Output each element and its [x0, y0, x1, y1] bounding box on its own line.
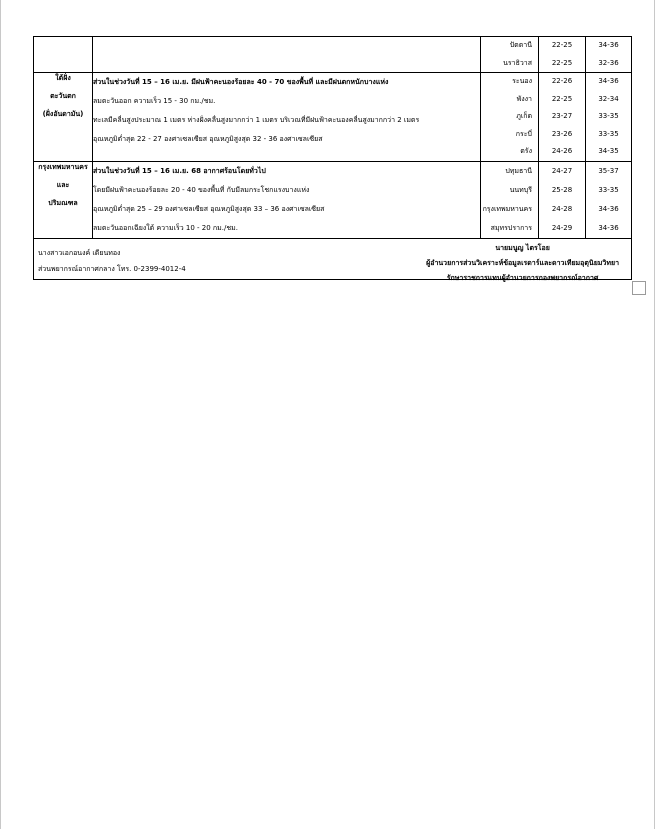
province-name: ตรัง — [520, 147, 532, 155]
table-row-bangkok — [34, 161, 632, 238]
signature-row — [34, 238, 632, 279]
min-temp: 24-28 — [551, 204, 573, 213]
max-temp: 32-34 — [598, 94, 619, 103]
description-cell — [93, 161, 481, 238]
description-line: โดยมีฝนฟ้าคะนองร้อยละ 20 - 40 ของพื้นที่ กับมีลมกระโชกแรงบางแห่ง — [93, 185, 310, 194]
min-temp: 24-29 — [551, 223, 573, 232]
director-block — [426, 241, 619, 286]
signature-cell — [34, 238, 632, 282]
max-temp: 33-35 — [598, 129, 619, 138]
min-temp: 22-25 — [551, 58, 573, 67]
region-name-line: และ — [56, 180, 70, 189]
province-cell — [481, 37, 539, 73]
min-temp: 25-28 — [551, 185, 573, 194]
description-cell — [93, 73, 481, 162]
description-line: อุณหภูมิต่ำสุด 25 – 29 องศาเซลเซียส อุณหภูมิสูงสุด 33 – 36 องศาเซลเซียส — [93, 204, 325, 213]
min-temp-cell — [539, 161, 586, 238]
province-name: ปทุมธานี — [505, 166, 532, 175]
description-line: ส่วนในช่วงวันที่ 15 – 16 เม.ย. 68 อากาศร้อนโดยทั่วไป — [93, 166, 266, 175]
max-temp: 33-35 — [598, 185, 619, 194]
max-temp: 34-35 — [598, 147, 619, 155]
province-name: นราธิวาส — [503, 58, 532, 67]
description-cell-empty — [93, 37, 481, 73]
region-cell — [34, 161, 93, 238]
province-cell — [481, 161, 539, 238]
max-temp: 34-36 — [598, 41, 619, 49]
region-cell-empty — [34, 37, 93, 73]
province-name: ระนอง — [512, 77, 532, 85]
region-cell — [34, 73, 93, 162]
max-temp: 34-36 — [598, 204, 619, 213]
forecaster-department: ส่วนพยากรณ์อากาศกลาง โทร. 0-2399-4012-4 — [38, 264, 186, 273]
max-temp-cell — [586, 161, 632, 238]
min-temp: 22-25 — [551, 41, 573, 49]
page-break-marker — [632, 281, 646, 295]
forecast-table — [33, 36, 632, 280]
description-line: ส่วนในช่วงวันที่ 15 – 16 เม.ย. มีฝนฟ้าคะนองร้อยละ 40 - 70 ของพื้นที่ และมีฝนตกหนักบางแห่ง — [93, 78, 389, 86]
min-temp-cell — [539, 37, 586, 73]
max-temp: 34-36 — [598, 77, 619, 85]
description-line: ลมตะวันออกเฉียงใต้ ความเร็ว 10 - 20 กม./ชม. — [93, 223, 238, 232]
forecaster-block — [38, 245, 186, 277]
director-name: นายมนูญ ไตรโอย — [495, 243, 550, 252]
min-temp: 22-26 — [551, 77, 573, 85]
max-temp: 34-36 — [598, 223, 619, 232]
min-temp: 22-25 — [551, 94, 573, 103]
min-temp: 23-27 — [551, 112, 573, 120]
description-line: อุณหภูมิต่ำสุด 22 - 27 องศาเซลเซียส อุณหภูมิสูงสุด 32 - 36 องศาเซลเซียส — [93, 135, 323, 143]
max-temp-cell — [586, 73, 632, 162]
max-temp-cell — [586, 37, 632, 73]
director-title: ผู้อำนวยการส่วนวิเคราะห์ข้อมูลเรดาร์และดาวเทียมอุตุนิยมวิทยา — [426, 258, 619, 267]
min-temp: 24-26 — [551, 147, 573, 155]
min-temp: 24-27 — [551, 166, 573, 175]
table-row-south-east-continued — [34, 37, 632, 73]
province-name: นนทบุรี — [509, 185, 532, 194]
max-temp: 35-37 — [598, 166, 619, 175]
min-temp: 23-26 — [551, 129, 573, 138]
page-left-edge — [0, 0, 1, 829]
region-name-line: ใต้ฝั่ง — [55, 74, 71, 82]
region-name-line: ปริมณฑล — [48, 198, 78, 207]
forecaster-name: นางสาวเอกอนงค์ เดียนทอง — [38, 248, 121, 257]
max-temp: 33-35 — [598, 112, 619, 120]
province-cell — [481, 73, 539, 162]
province-name: สมุทรปราการ — [490, 223, 532, 232]
region-name-line: ตะวันตก — [50, 92, 76, 100]
province-name: กรุงเทพมหานคร — [482, 204, 532, 213]
region-name-line: (ฝั่งอันดามัน) — [42, 110, 84, 118]
description-line: ทะเลมีคลื่นสูงประมาณ 1 เมตร ห่างฝั่งคลื่นสูงมากกว่า 1 เมตร บริเวณที่มีฝนฟ้าคะนองคลื่นสูงมากกว่า 2 เมตร — [93, 116, 420, 124]
province-name: พังงา — [516, 94, 532, 103]
description-line: ลมตะวันออก ความเร็ว 15 - 30 กม./ชม. — [93, 97, 216, 105]
table-row-south-west — [34, 73, 632, 162]
min-temp-cell — [539, 73, 586, 162]
province-name: กระบี่ — [515, 129, 532, 138]
max-temp: 32-36 — [598, 58, 619, 67]
province-name: ปัตตานี — [509, 41, 532, 49]
director-acting-title: รักษาราชการแทนผู้อำนวยการกองพยากรณ์อากาศ — [446, 273, 599, 282]
region-name-line: กรุงเทพมหานคร — [38, 162, 88, 171]
province-name: ภูเก็ต — [516, 112, 532, 120]
